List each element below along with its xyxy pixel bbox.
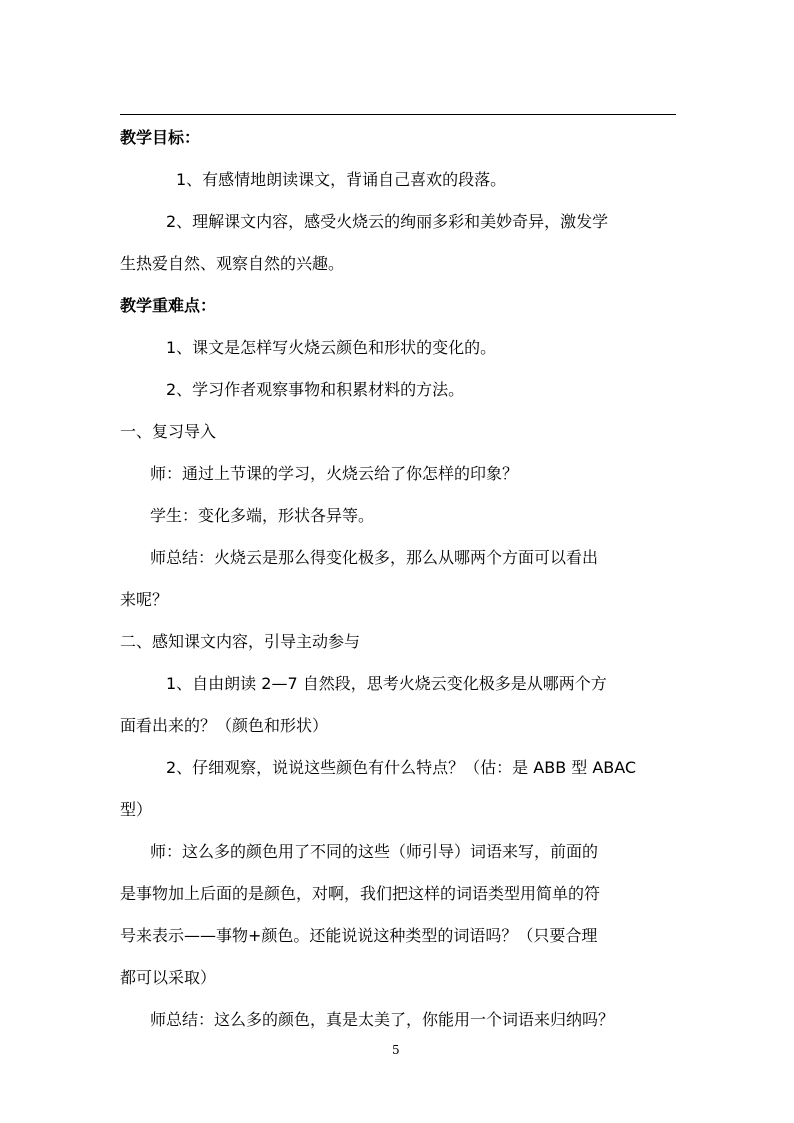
- task-2: 2、仔细观察，说说这些颜色有什么特点？（估：是 ABB 型 ABAC: [166, 758, 637, 777]
- teacher-explain-cont-1: 是事物加上后面的是颜色，对啊，我们把这样的词语类型用简单的符: [120, 884, 601, 903]
- key-point-2: 2、学习作者观察事物和积累材料的方法。: [166, 380, 465, 399]
- header-rule: [120, 114, 676, 115]
- task-2-cont: 型）: [120, 800, 153, 819]
- goal-2: 2、理解课文内容，感受火烧云的绚丽多彩和美妙奇异，激发学: [166, 212, 609, 231]
- goal-1: 1、有感情地朗读课文，背诵自己喜欢的段落。: [176, 170, 507, 189]
- teacher-summary-1: 师总结：火烧云是那么得变化极多，那么从哪两个方面可以看出: [150, 548, 599, 567]
- teacher-explain-cont-3: 都可以采取）: [120, 968, 217, 987]
- teacher-summary-1-cont: 来呢？: [120, 590, 169, 609]
- section-2-heading: 二、感知课文内容，引导主动参与: [120, 632, 361, 651]
- task-1-cont: 面看出来的？（颜色和形状）: [120, 716, 329, 735]
- goal-2-cont: 生热爱自然、观察自然的兴趣。: [120, 254, 345, 273]
- key-point-1: 1、课文是怎样写火烧云颜色和形状的变化的。: [166, 338, 497, 357]
- heading-key-points: 教学重难点：: [120, 296, 217, 315]
- heading-teaching-goals: 教学目标：: [120, 128, 201, 147]
- teacher-summary-2: 师总结：这么多的颜色，真是太美了，你能用一个词语来归纳吗？: [150, 1010, 615, 1029]
- page-number: 5: [392, 1043, 400, 1057]
- teacher-question: 师：通过上节课的学习，火烧云给了你怎样的印象？: [150, 464, 519, 483]
- section-1-heading: 一、复习导入: [120, 422, 217, 441]
- teacher-explain: 师：这么多的颜色用了不同的这些（师引导）词语来写，前面的: [150, 842, 599, 861]
- teacher-explain-cont-2: 号来表示——事物+颜色。还能说说这种类型的词语吗？（只要合理: [120, 926, 598, 945]
- task-1: 1、自由朗读 2—7 自然段，思考火烧云变化极多是从哪两个方: [166, 674, 607, 693]
- student-answer: 学生：变化多端，形状各异等。: [150, 506, 375, 525]
